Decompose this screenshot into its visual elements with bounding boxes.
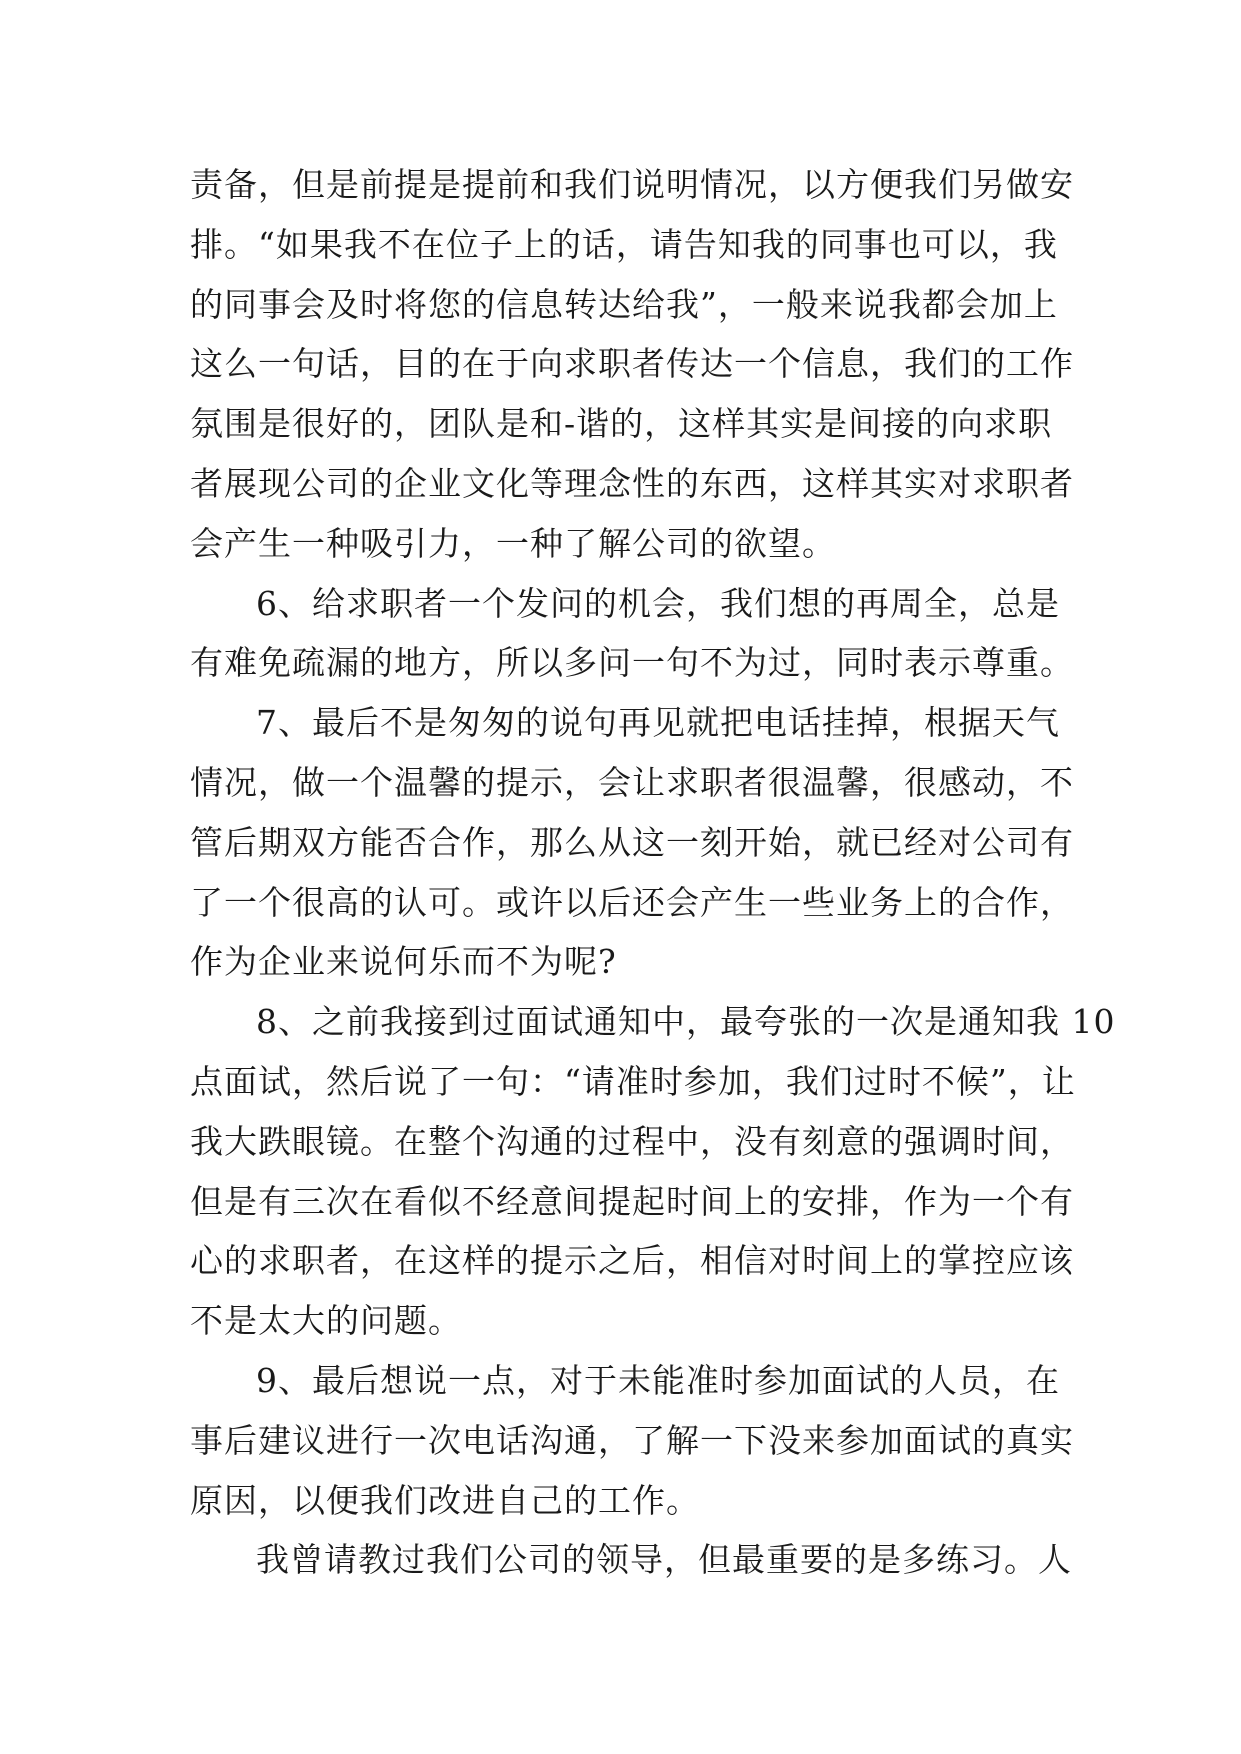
text-line: 者展现公司的企业文化等理念性的东西，这样其实对求职者 <box>190 463 1074 503</box>
text-line: 我曾请教过我们公司的领导，但最重要的是多练习。人 <box>256 1540 1072 1580</box>
text-line: 点面试，然后说了一句：“请准时参加，我们过时不候”，让 <box>190 1061 1076 1101</box>
text-line: 氛围是很好的，团队是和-谐的，这样其实是间接的向求职 <box>190 404 1053 444</box>
text-line: 有难免疏漏的地方，所以多问一句不为过，同时表示尊重。 <box>190 643 1074 683</box>
text-line: 情况，做一个温馨的提示，会让求职者很温馨，很感动，不 <box>190 762 1074 802</box>
text-line: 9、最后想说一点，对于未能准时参加面试的人员，在 <box>256 1360 1060 1400</box>
text-line: 6、给求职者一个发问的机会，我们想的再周全，总是 <box>256 583 1060 623</box>
text-line: 的同事会及时将您的信息转达给我”，一般来说我都会加上 <box>190 284 1058 324</box>
text-line: 我大跌眼镜。在整个沟通的过程中，没有刻意的强调时间， <box>190 1121 1074 1161</box>
text-line: 这么一句话，目的在于向求职者传达一个信息，我们的工作 <box>190 344 1074 384</box>
text-line: 心的求职者，在这样的提示之后，相信对时间上的掌控应该 <box>190 1241 1074 1281</box>
text-line: 管后期双方能否合作，那么从这一刻开始，就已经对公司有 <box>190 822 1074 862</box>
text-line: 8、之前我接到过面试通知中，最夸张的一次是通知我 10 <box>256 1002 1116 1042</box>
text-line: 但是有三次在看似不经意间提起时间上的安排，作为一个有 <box>190 1181 1074 1221</box>
text-line: 作为企业来说何乐而不为呢? <box>190 942 617 982</box>
text-line: 原因，以便我们改进自己的工作。 <box>190 1480 700 1520</box>
text-line: 会产生一种吸引力，一种了解公司的欲望。 <box>190 523 836 563</box>
text-line: 责备，但是前提是提前和我们说明情况，以方便我们另做安 <box>190 165 1074 204</box>
document-body <box>190 155 1116 1590</box>
text-line: 排。“如果我不在位子上的话，请告知我的同事也可以，我 <box>190 224 1058 264</box>
text-line: 事后建议进行一次电话沟通，了解一下没来参加面试的真实 <box>190 1420 1074 1460</box>
text-line: 不是太大的问题。 <box>190 1301 462 1341</box>
text-line: 7、最后不是匆匆的说句再见就把电话挂掉，根据天气 <box>256 703 1060 743</box>
text-line: 了一个很高的认可。或许以后还会产生一些业务上的合作， <box>190 882 1074 922</box>
